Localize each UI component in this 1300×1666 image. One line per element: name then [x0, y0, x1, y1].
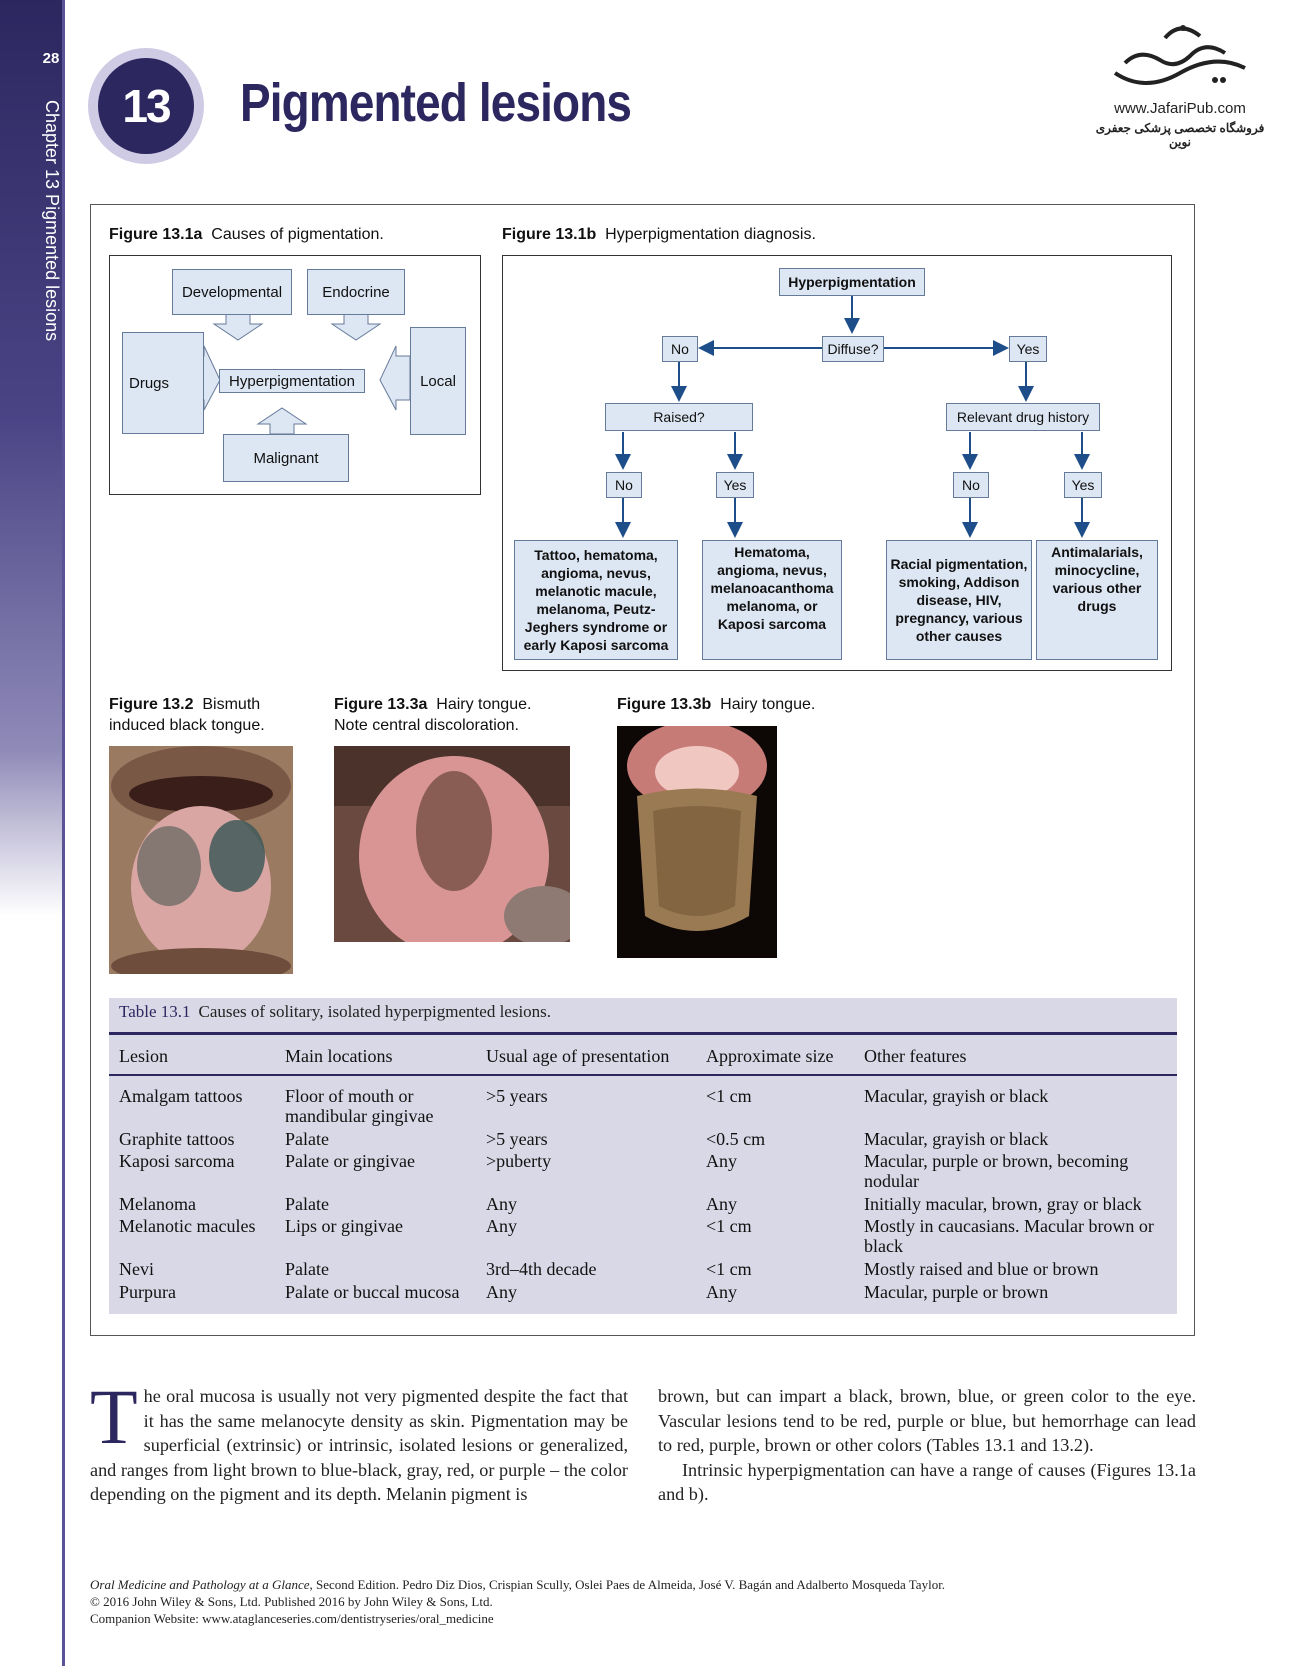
cell-age: Any	[486, 1282, 517, 1302]
chapter-number: 13	[98, 58, 194, 154]
cell-features: Macular, purple or brown, becoming nodular	[864, 1151, 1129, 1191]
node-hyperpigmentation: Hyperpigmentation	[219, 369, 365, 393]
table-rule-top	[109, 1032, 1177, 1035]
cell-size: Any	[706, 1194, 737, 1214]
cell-lesion: Melanotic macules	[119, 1216, 256, 1236]
fc-outcome-raised: Hematoma, angioma, nevus, melanoacanthoma melanoma, or Kaposi sarcoma	[702, 540, 842, 660]
body-column-left	[90, 1373, 628, 1507]
cell-location: Palate or buccal mucosa	[285, 1282, 460, 1302]
cell-size: Any	[706, 1282, 737, 1302]
cell-location: Palate or gingivae	[285, 1151, 415, 1171]
footer-line-3: Companion Website: www.ataglanceseries.com/dentistryseries/oral_medicine	[90, 1611, 494, 1626]
cell-features: Macular, grayish or black	[864, 1086, 1049, 1106]
fc-outcome-drug: Antimalarials, minocycline, various other drugs	[1036, 540, 1158, 660]
fig1b-caption-label: Figure 13.1b	[502, 226, 597, 243]
fig3a-caption-label: Figure 13.3a	[334, 696, 428, 713]
body-paragraph-1: he oral mucosa is usually not very pigmented despite the fact that it has the same melanocyte density as skin. Pigmentation may be superficial (extrinsic) or intrinsic, isolated lesions or generalized, and ranges from light brown to blue-black, gray, red, or purple – the color depending on the pigment and its depth. Melanin pigment is	[90, 1386, 628, 1505]
cell-features: Initially macular, brown, gray or black	[864, 1194, 1142, 1214]
fig3a-caption-line1: Hairy tongue.	[436, 696, 532, 713]
photo-hairy-tongue-b	[617, 726, 777, 958]
cell-lesion: Kaposi sarcoma	[119, 1151, 235, 1171]
cell-size: <1 cm	[706, 1216, 752, 1236]
chapter-title: Pigmented lesions	[240, 73, 632, 133]
th-locations: Main locations	[285, 1046, 393, 1066]
th-age: Usual age of presentation	[486, 1046, 670, 1066]
body-paragraph-3: Intrinsic hyperpigmentation can have a range of causes (Figures 13.1a and b).	[658, 1459, 1196, 1505]
cell-lesion: Graphite tattoos	[119, 1129, 235, 1149]
cell-size: <1 cm	[706, 1086, 752, 1106]
cell-location: Palate	[285, 1194, 329, 1214]
cell-size: Any	[706, 1151, 737, 1171]
fc-diffuse-no: No	[662, 336, 698, 362]
fc-raised: Raised?	[605, 403, 753, 431]
footer-line-2: © 2016 John Wiley & Sons, Ltd. Published 2016 by John Wiley & Sons, Ltd.	[90, 1594, 493, 1609]
th-size: Approximate size	[706, 1046, 834, 1066]
cell-location: Palate	[285, 1129, 329, 1149]
cell-location: Palate	[285, 1259, 329, 1279]
fc-raised-no: No	[606, 472, 642, 498]
footer-credits	[90, 1576, 1190, 1627]
table-13-1	[109, 998, 1177, 1314]
node-drugs: Drugs	[122, 332, 204, 434]
page-number: 28	[42, 50, 60, 67]
node-local: Local	[410, 327, 466, 435]
photo-bismuth-tongue	[109, 746, 293, 974]
publisher-url: www.JafariPub.com	[1114, 100, 1246, 117]
th-features: Other features	[864, 1046, 967, 1066]
fc-outcome-no-drug: Racial pigmentation, smoking, Addison disease, HIV, pregnancy, various other causes	[886, 540, 1032, 660]
cell-lesion: Nevi	[119, 1259, 154, 1279]
footer-book-title: Oral Medicine and Pathology at a Glance	[90, 1577, 310, 1592]
cell-age: >puberty	[486, 1151, 552, 1171]
fig3a-caption	[334, 694, 531, 736]
fig3b-caption	[617, 694, 815, 715]
cell-features: Macular, grayish or black	[864, 1129, 1049, 1149]
th-lesion: Lesion	[119, 1046, 168, 1066]
fig3b-caption-label: Figure 13.3b	[617, 696, 712, 713]
cell-lesion: Purpura	[119, 1282, 176, 1302]
table-title-text: Causes of solitary, isolated hyperpigmented lesions.	[198, 1002, 552, 1021]
running-head: Chapter 13 Pigmented lesions	[42, 100, 62, 342]
publisher-tagline: فروشگاه تخصصی پزشکی جعفری نوین	[1095, 121, 1265, 149]
photo-hairy-tongue-a	[334, 746, 570, 942]
node-developmental: Developmental	[172, 269, 292, 315]
cell-size: <1 cm	[706, 1259, 752, 1279]
fig1a-caption-label: Figure 13.1a	[109, 226, 203, 243]
fc-root: Hyperpigmentation	[779, 268, 925, 296]
cell-lesion: Amalgam tattoos	[119, 1086, 243, 1106]
dropcap: T	[90, 1373, 138, 1460]
fig1a-caption-text: Causes of pigmentation.	[211, 226, 384, 243]
cell-age: Any	[486, 1194, 517, 1214]
fig2-caption	[109, 694, 265, 736]
body-paragraph-2: brown, but can impart a black, brown, blue, or green color to the eye. Vascular lesions tend to be red, purple or blue, but hemorrhage can lead to red, purple, brown or other colors (Tables 13.1 and 13.2).	[658, 1386, 1196, 1456]
node-malignant: Malignant	[223, 434, 349, 482]
cell-features: Mostly raised and blue or brown	[864, 1259, 1099, 1279]
fig3a-caption-line2: Note central discoloration.	[334, 717, 519, 734]
fig2-caption-line2: induced black tongue.	[109, 717, 265, 734]
footer-line-1-rest: , Second Edition. Pedro Diz Dios, Crispian Scully, Oslei Paes de Almeida, José V. Bagán and Adalberto Mosqueda Taylor.	[309, 1577, 946, 1592]
cell-age: Any	[486, 1216, 517, 1236]
cell-age: >5 years	[486, 1129, 548, 1149]
fc-diffuse: Diffuse?	[822, 336, 884, 362]
fig2-caption-label: Figure 13.2	[109, 696, 194, 713]
fig2-caption-line1: Bismuth	[202, 696, 261, 713]
fc-outcome-not-raised: Tattoo, hematoma, angioma, nevus, melanotic macule, melanoma, Peutz-Jeghers syndrome or early Kaposi sarcoma	[514, 540, 678, 660]
table-rule-head	[109, 1074, 1177, 1076]
footer-line-1	[90, 1576, 1190, 1593]
fc-raised-yes: Yes	[716, 472, 754, 498]
cell-lesion: Melanoma	[119, 1194, 196, 1214]
fc-drug-no: No	[953, 472, 989, 498]
cell-features: Macular, purple or brown	[864, 1282, 1049, 1302]
cell-age: 3rd–4th decade	[486, 1259, 597, 1279]
table-title	[119, 1002, 551, 1022]
table-label: Table 13.1	[119, 1002, 191, 1021]
cell-location: Lips or gingivae	[285, 1216, 403, 1236]
fc-diffuse-yes: Yes	[1009, 336, 1047, 362]
node-endocrine: Endocrine	[307, 269, 405, 315]
fc-drug-history: Relevant drug history	[946, 403, 1100, 431]
cell-features: Mostly in caucasians. Macular brown or black	[864, 1216, 1154, 1256]
cell-size: <0.5 cm	[706, 1129, 766, 1149]
fig1b-caption-text: Hyperpigmentation diagnosis.	[605, 226, 816, 243]
cell-age: >5 years	[486, 1086, 548, 1106]
fig3b-caption-line1: Hairy tongue.	[720, 696, 816, 713]
cell-location: Floor of mouth or mandibular gingivae	[285, 1086, 434, 1126]
body-column-right	[658, 1384, 1196, 1507]
fc-drug-yes: Yes	[1064, 472, 1102, 498]
